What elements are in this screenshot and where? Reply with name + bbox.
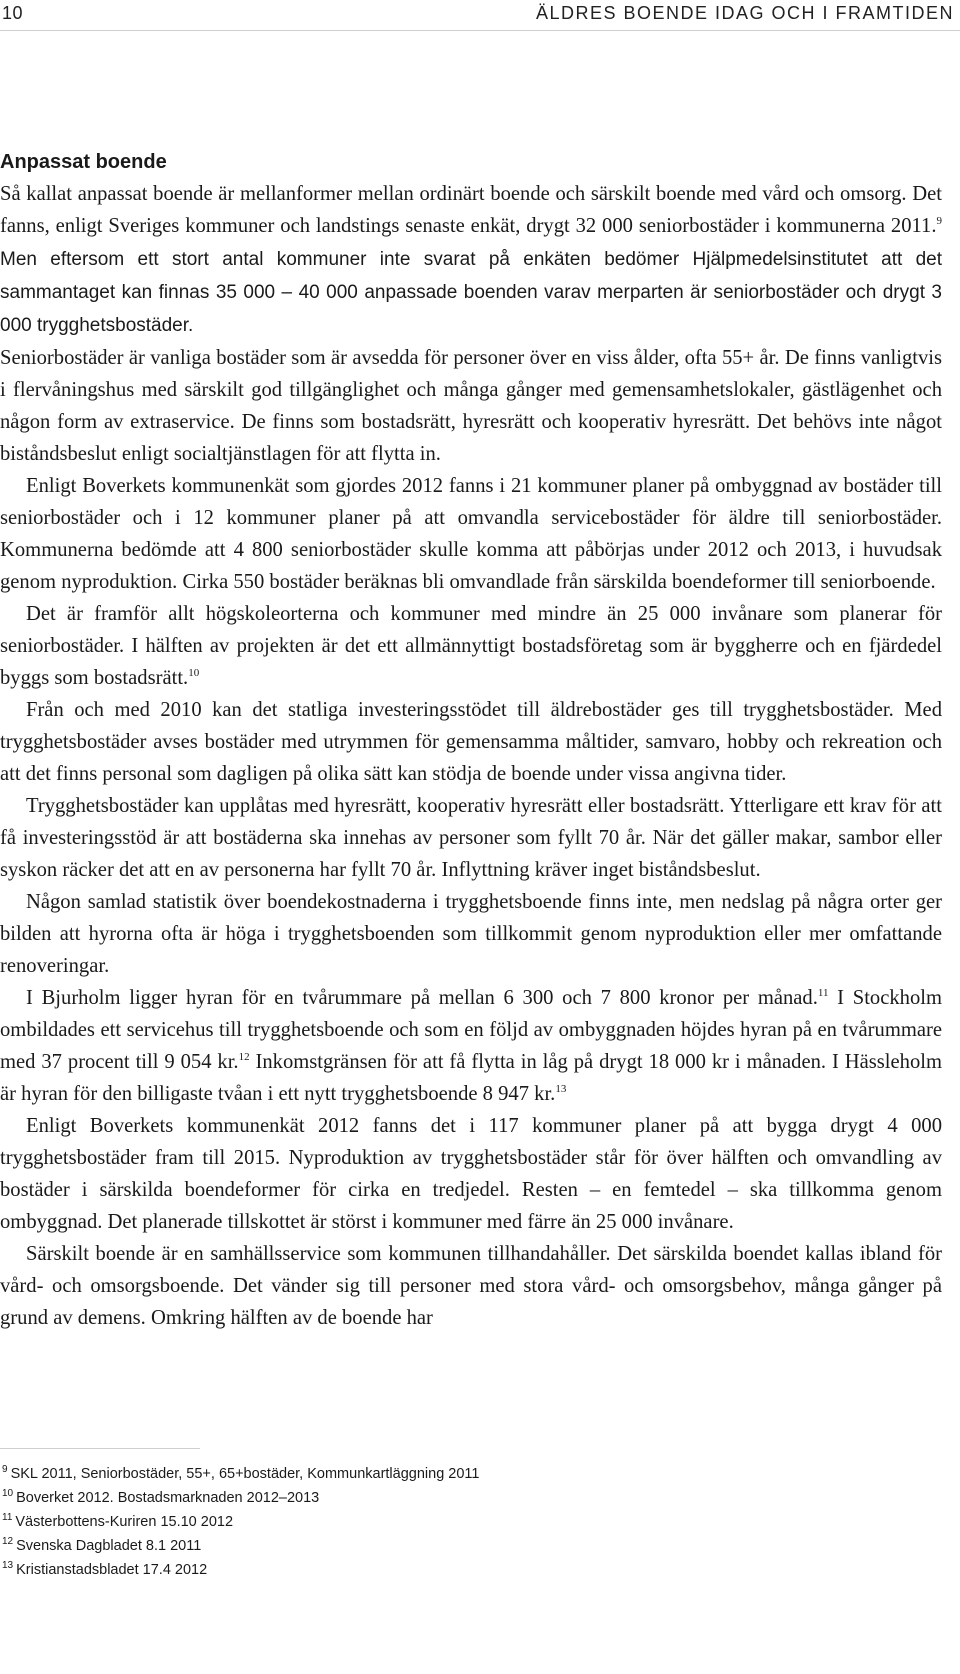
footnotes	[2, 1462, 702, 1582]
paragraph: Seniorbostäder är vanliga bostäder som är avsedda för personer över en viss ålder, ofta 55+ år. De finns vanligtvis i flervåningshus med särskilt god tillgänglighet och många gånger med gemensamhetslokaler, gästlägenhet och någon form av extraservice. De finns som bostadsrätt, hyresrätt och kooperativ hyresrätt. Det behövs inte något biståndsbeslut enligt socialtjänstlagen för att flytta in.	[0, 347, 942, 465]
footnote-text: Västerbottens-Kuriren 15.10 2012	[15, 1514, 234, 1530]
footnote-reference[interactable]: 12	[238, 1051, 250, 1064]
paragraph: Särskilt boende är en samhällsservice som kommunen tillhandahåller. Det särskilda boendet kallas ibland för vård- och omsorgsboende. Det vänder sig till personer med stora vård- och omsorgsbehov, många gånger på grund av demens. Omkring hälften av de boende har	[0, 1243, 942, 1329]
footnote-text: Svenska Dagbladet 8.1 2011	[16, 1538, 202, 1554]
footnote-reference[interactable]: 9	[936, 215, 942, 228]
paragraph	[0, 178, 942, 342]
footnote	[2, 1486, 702, 1510]
paragraph-text: I Bjurholm ligger hyran för en tvårummare på mellan 6 300 och 7 800 kronor per månad.	[26, 987, 818, 1009]
footnote-text: Boverket 2012. Bostadsmarknaden 2012–2013	[16, 1490, 320, 1506]
footnote-reference[interactable]: 11	[817, 987, 829, 1000]
body-text	[0, 146, 942, 1334]
footnote-text: SKL 2011, Seniorbostäder, 55+, 65+bostäder, Kommunkartläggning 2011	[10, 1466, 480, 1482]
paragraph: Enligt Boverkets kommunenkät 2012 fanns det i 117 kommuner planer på att bygga drygt 4 000 trygghetsbostäder fram till 2015. Nyproduktion av trygghetsbostäder står för över hälften och omvandling av bostäder i särskilda boendeformer för cirka en tredjedel. Resten – en femtedel – ska tillkomma genom ombyggnad. Det planerade tillskottet är störst i kommuner med färre än 25 000 invånare.	[0, 1115, 942, 1233]
paragraph-text: Så kallat anpassat boende är mellanformer mellan ordinärt boende och särskilt boende med vård och omsorg. Det fanns, enligt Sveriges kommuner och landstings senaste enkät, drygt 32 000 seniorbostäder i kommunerna 2011.	[0, 183, 942, 237]
page-header	[0, 0, 960, 32]
footnote-number: 9	[2, 1464, 8, 1476]
paragraph-text: Det är framför allt högskoleorterna och kommuner med mindre än 25 000 invånare som planerar för seniorbostäder. I hälften av projekten är det ett allmännyttigt bostadsföretag som är byggherre och en fjärdedel byggs som bostadsrätt.	[0, 603, 942, 689]
paragraph	[0, 982, 942, 1110]
paragraph: Från och med 2010 kan det statliga investeringsstödet till äldrebostäder ges till trygghetsbostäder. Med trygghetsbostäder avses bostäder med utrymmen för gemensamma måltider, samvaro, hobby och rekreation och att det finns personal som dagligen på olika sätt kan stödja de boende under vissa angivna tider.	[0, 699, 942, 785]
paragraph: Enligt Boverkets kommunenkät som gjordes 2012 fanns i 21 kommuner planer på ombyggnad av bostäder till seniorbostäder och i 12 kommuner planer på att omvandla servicebostäder för äldre till seniorbostäder. Kommunerna bedömde att 4 800 seniorbostäder skulle komma att påbörjas under 2012 och 2013, i huvudsak genom nyproduktion. Cirka 550 bostäder beräknas bli omvandlade från särskilda boendeformer till seniorboende.	[0, 475, 942, 593]
footnote	[2, 1534, 702, 1558]
footnote-text: Kristianstadsbladet 17.4 2012	[16, 1562, 208, 1578]
footnote-number: 10	[2, 1488, 14, 1500]
footnote-rule	[0, 1448, 200, 1449]
paragraph-text: I Stockholm ombildades ett servicehus till trygghetsboende och som en följd av ombyggnaden höjdes hyran på en tvårummare med 37 procent till 9 054 kr.	[0, 987, 942, 1073]
footnote-number: 13	[2, 1560, 14, 1572]
paragraph: Någon samlad statistik över boendekostnaderna i trygghetsboende finns inte, men nedslag på några orter ger bilden att hyrorna ofta är höga i trygghetsboenden som tillkommit genom nyproduktion eller mer omfattande renoveringar.	[0, 891, 942, 977]
footnote-reference[interactable]: 10	[188, 667, 200, 680]
paragraph	[0, 598, 942, 694]
footnote-number: 11	[2, 1512, 13, 1524]
header-rule	[0, 30, 960, 31]
page-number: 10	[2, 3, 24, 23]
footnote-number: 12	[2, 1536, 14, 1548]
paragraph: Trygghetsbostäder kan upplåtas med hyresrätt, kooperativ hyresrätt eller bostadsrätt. Ytterligare ett krav för att få investeringsstöd är att bostäderna ska innehas av personer som fyllt 70 år. När det gäller makar, sambor eller syskon räcker det att en av personerna har fyllt 70 år. Inflyttning kräver inget biståndsbeslut.	[0, 795, 942, 881]
paragraph-text: Inkomstgränsen för att få flytta in låg på drygt 18 000 kr i månaden. I Hässleholm är hyran för den billigaste tvåan i ett nytt trygghetsboende 8 947 kr.	[0, 1051, 942, 1105]
section-title: Anpassat boende	[0, 151, 167, 173]
paragraph-text: Men eftersom ett stort antal kommuner inte svarat på enkäten bedömer Hjälpmedelsinstitutet att det sammantaget kan finnas 35 000 – 40 000 anpassade boenden varav merparten är seniorbostäder och drygt 3 000 trygghetsbostäder.	[0, 249, 942, 336]
footnote	[2, 1510, 702, 1534]
running-head: ÄLDRES BOENDE IDAG OCH I FRAMTIDEN	[535, 3, 954, 23]
footnote	[2, 1558, 702, 1582]
footnote	[2, 1462, 702, 1486]
footnote-reference[interactable]: 13	[555, 1083, 567, 1096]
